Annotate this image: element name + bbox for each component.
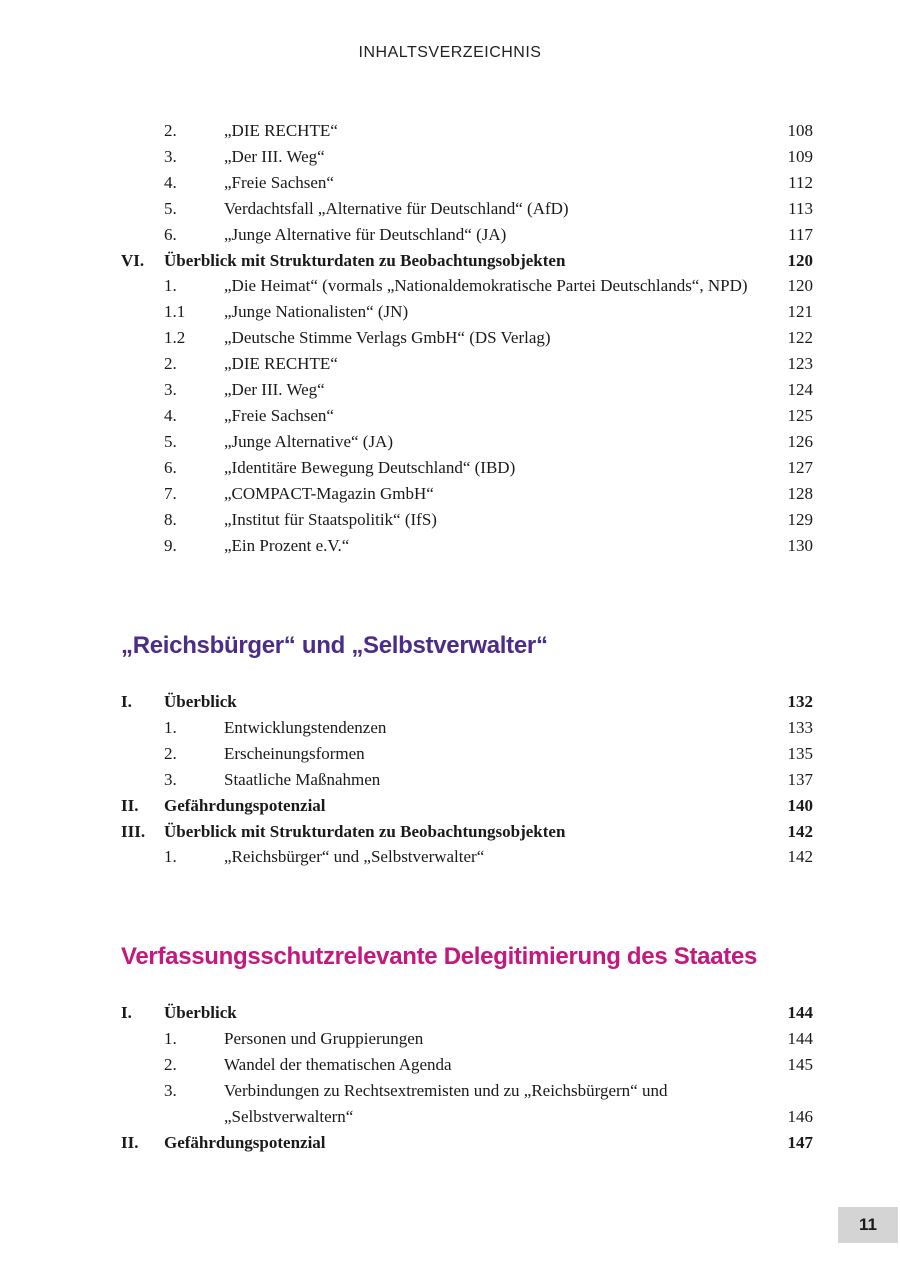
entry-page: 146: [787, 1106, 813, 1126]
section-heading-delegitimierung: Verfassungsschutzrelevante Delegitimierung des Staates: [121, 943, 758, 970]
toc-entry[interactable]: [0, 1130, 900, 1156]
entry-title: Überblick: [164, 1003, 237, 1022]
entry-page: 132: [787, 692, 813, 711]
toc-entry[interactable]: [0, 403, 900, 429]
entry-number: 5.: [164, 431, 177, 451]
entry-number: I.: [121, 1003, 132, 1022]
entry-number: 9.: [164, 535, 177, 555]
entry-page: 120: [787, 250, 813, 270]
entry-number: 3.: [164, 380, 177, 400]
toc-entry[interactable]: [0, 533, 900, 559]
entry-page: 144: [787, 1028, 813, 1048]
toc-entry[interactable]: [0, 1026, 900, 1052]
entry-page: 135: [787, 743, 813, 763]
entry-title: „DIE RECHTE“: [224, 354, 338, 374]
entry-page: 142: [787, 847, 813, 867]
entry-page: 147: [787, 1132, 813, 1152]
entry-title: Verbindungen zu Rechtsextremisten und zu „Reichsbürgern“ und „Selbstverwaltern“: [224, 1080, 668, 1126]
toc-entry[interactable]: [0, 248, 900, 274]
entry-page: 126: [787, 431, 813, 451]
entry-title: Überblick mit Strukturdaten zu Beobachtungsobjekten: [164, 821, 566, 841]
entry-number: I.: [121, 692, 132, 711]
entry-title: Wandel der thematischen Agenda: [224, 1054, 452, 1074]
toc-entry[interactable]: [0, 741, 900, 767]
toc-entry[interactable]: [0, 377, 900, 403]
running-head: INHALTSVERZEICHNIS: [358, 44, 542, 61]
toc-entry[interactable]: [0, 429, 900, 455]
entry-title: „Die Heimat“ (vormals „Nationaldemokratische Partei Deutschlands“, NPD): [224, 276, 748, 296]
entry-page: 120: [787, 276, 813, 296]
entry-title: Entwicklungstendenzen: [224, 717, 387, 737]
entry-number: 5.: [164, 198, 177, 218]
entry-page: 117: [788, 224, 813, 244]
section-heading-reichsbuerger: „Reichsbürger“ und „Selbstverwalter“: [121, 632, 548, 659]
entry-title: „Junge Alternative“ (JA): [224, 431, 393, 451]
entry-page: 112: [788, 172, 813, 192]
entry-number: 3.: [164, 769, 177, 789]
entry-number: 1.2: [164, 328, 186, 348]
entry-number: 1.: [164, 717, 177, 737]
entry-title: „Reichsbürger“ und „Selbstverwalter“: [224, 847, 485, 867]
entry-number: 7.: [164, 483, 177, 503]
entry-number: 1.: [164, 847, 177, 867]
entry-page: 113: [788, 198, 813, 218]
toc-entry[interactable]: [0, 351, 900, 377]
toc-entry[interactable]: [0, 222, 900, 248]
entry-page: 130: [787, 535, 813, 555]
page-number: 11: [838, 1207, 898, 1243]
entry-page: 144: [787, 1003, 813, 1022]
entry-page: 109: [787, 146, 813, 166]
toc-entry[interactable]: [0, 1000, 900, 1026]
entry-page: 137: [787, 769, 813, 789]
entry-title: „Institut für Staatspolitik“ (IfS): [224, 509, 437, 529]
toc-entry[interactable]: [0, 325, 900, 351]
entry-number: 2.: [164, 121, 177, 140]
toc-entry[interactable]: [0, 170, 900, 196]
entry-page: 127: [787, 457, 813, 477]
entry-page: 121: [787, 302, 813, 322]
entry-number: 1.: [164, 1028, 177, 1048]
entry-title: „Identitäre Bewegung Deutschland“ (IBD): [224, 457, 516, 477]
entry-page: 129: [787, 509, 813, 529]
toc-entry[interactable]: [0, 481, 900, 507]
entry-number: 3.: [164, 1080, 177, 1100]
entry-title: Verdachtsfall „Alternative für Deutschland“ (AfD): [224, 198, 569, 218]
toc-entry[interactable]: [0, 507, 900, 533]
entry-title: „Ein Prozent e.V.“: [224, 535, 350, 555]
toc-entry[interactable]: [0, 844, 900, 870]
entry-title: „DIE RECHTE“: [224, 121, 338, 140]
entry-number: 1.: [164, 276, 177, 296]
entry-number: VI.: [121, 250, 145, 270]
entry-number: III.: [121, 821, 146, 841]
entry-title: Staatliche Maßnahmen: [224, 769, 381, 789]
toc-entry[interactable]: [0, 144, 900, 170]
entry-title: „Deutsche Stimme Verlags GmbH“ (DS Verlag): [224, 328, 551, 348]
entry-title: Personen und Gruppierungen: [224, 1028, 424, 1048]
toc-list-right-wing: [0, 118, 900, 558]
toc-entry[interactable]: [0, 715, 900, 741]
entry-number: 2.: [164, 1054, 177, 1074]
entry-number: 2.: [164, 743, 177, 763]
toc-entry[interactable]: [0, 273, 900, 299]
toc-entry[interactable]: [0, 455, 900, 481]
entry-page: 108: [787, 121, 813, 140]
toc-entry[interactable]: [0, 767, 900, 793]
entry-number: II.: [121, 795, 139, 815]
toc-entry[interactable]: [0, 793, 900, 819]
entry-page: 123: [787, 354, 813, 374]
entry-page: 142: [787, 821, 813, 841]
entry-number: II.: [121, 1132, 139, 1152]
entry-number: 4.: [164, 172, 177, 192]
entry-title: „Freie Sachsen“: [224, 405, 334, 425]
entry-page: 145: [787, 1054, 813, 1074]
entry-number: 8.: [164, 509, 177, 529]
entry-title: „Freie Sachsen“: [224, 172, 334, 192]
entry-title: Gefährdungspotenzial: [164, 1132, 326, 1152]
entry-page: 122: [787, 328, 813, 348]
entry-title: Gefährdungspotenzial: [164, 795, 326, 815]
entry-page: 124: [787, 380, 813, 400]
toc-entry[interactable]: [0, 1052, 900, 1078]
toc-list-reichsbuerger: [0, 689, 900, 870]
entry-page: 140: [787, 795, 813, 815]
entry-title: Überblick mit Strukturdaten zu Beobachtungsobjekten: [164, 250, 566, 270]
entry-number: 6.: [164, 457, 177, 477]
entry-number: 1.1: [164, 302, 186, 322]
entry-title: Überblick: [164, 692, 237, 711]
entry-number: 3.: [164, 146, 177, 166]
toc-entry[interactable]: [0, 118, 900, 144]
toc-list-delegitimierung: [0, 1000, 900, 1155]
entry-page: 133: [787, 717, 813, 737]
entry-number: 6.: [164, 224, 177, 244]
entry-number: 2.: [164, 354, 177, 374]
entry-title: „Der III. Weg“: [224, 146, 325, 166]
toc-entry[interactable]: [0, 689, 900, 715]
entry-number: 4.: [164, 405, 177, 425]
entry-title: Erscheinungsformen: [224, 743, 365, 763]
entry-title: „Junge Nationalisten“ (JN): [224, 302, 409, 322]
toc-entry[interactable]: [0, 1078, 900, 1130]
entry-title: „Der III. Weg“: [224, 380, 325, 400]
entry-title: „Junge Alternative für Deutschland“ (JA): [224, 224, 507, 244]
entry-title: „COMPACT-Magazin GmbH“: [224, 483, 434, 503]
toc-entry[interactable]: [0, 299, 900, 325]
toc-entry[interactable]: [0, 819, 900, 845]
toc-entry[interactable]: [0, 196, 900, 222]
entry-page: 125: [787, 405, 813, 425]
entry-page: 128: [787, 483, 813, 503]
